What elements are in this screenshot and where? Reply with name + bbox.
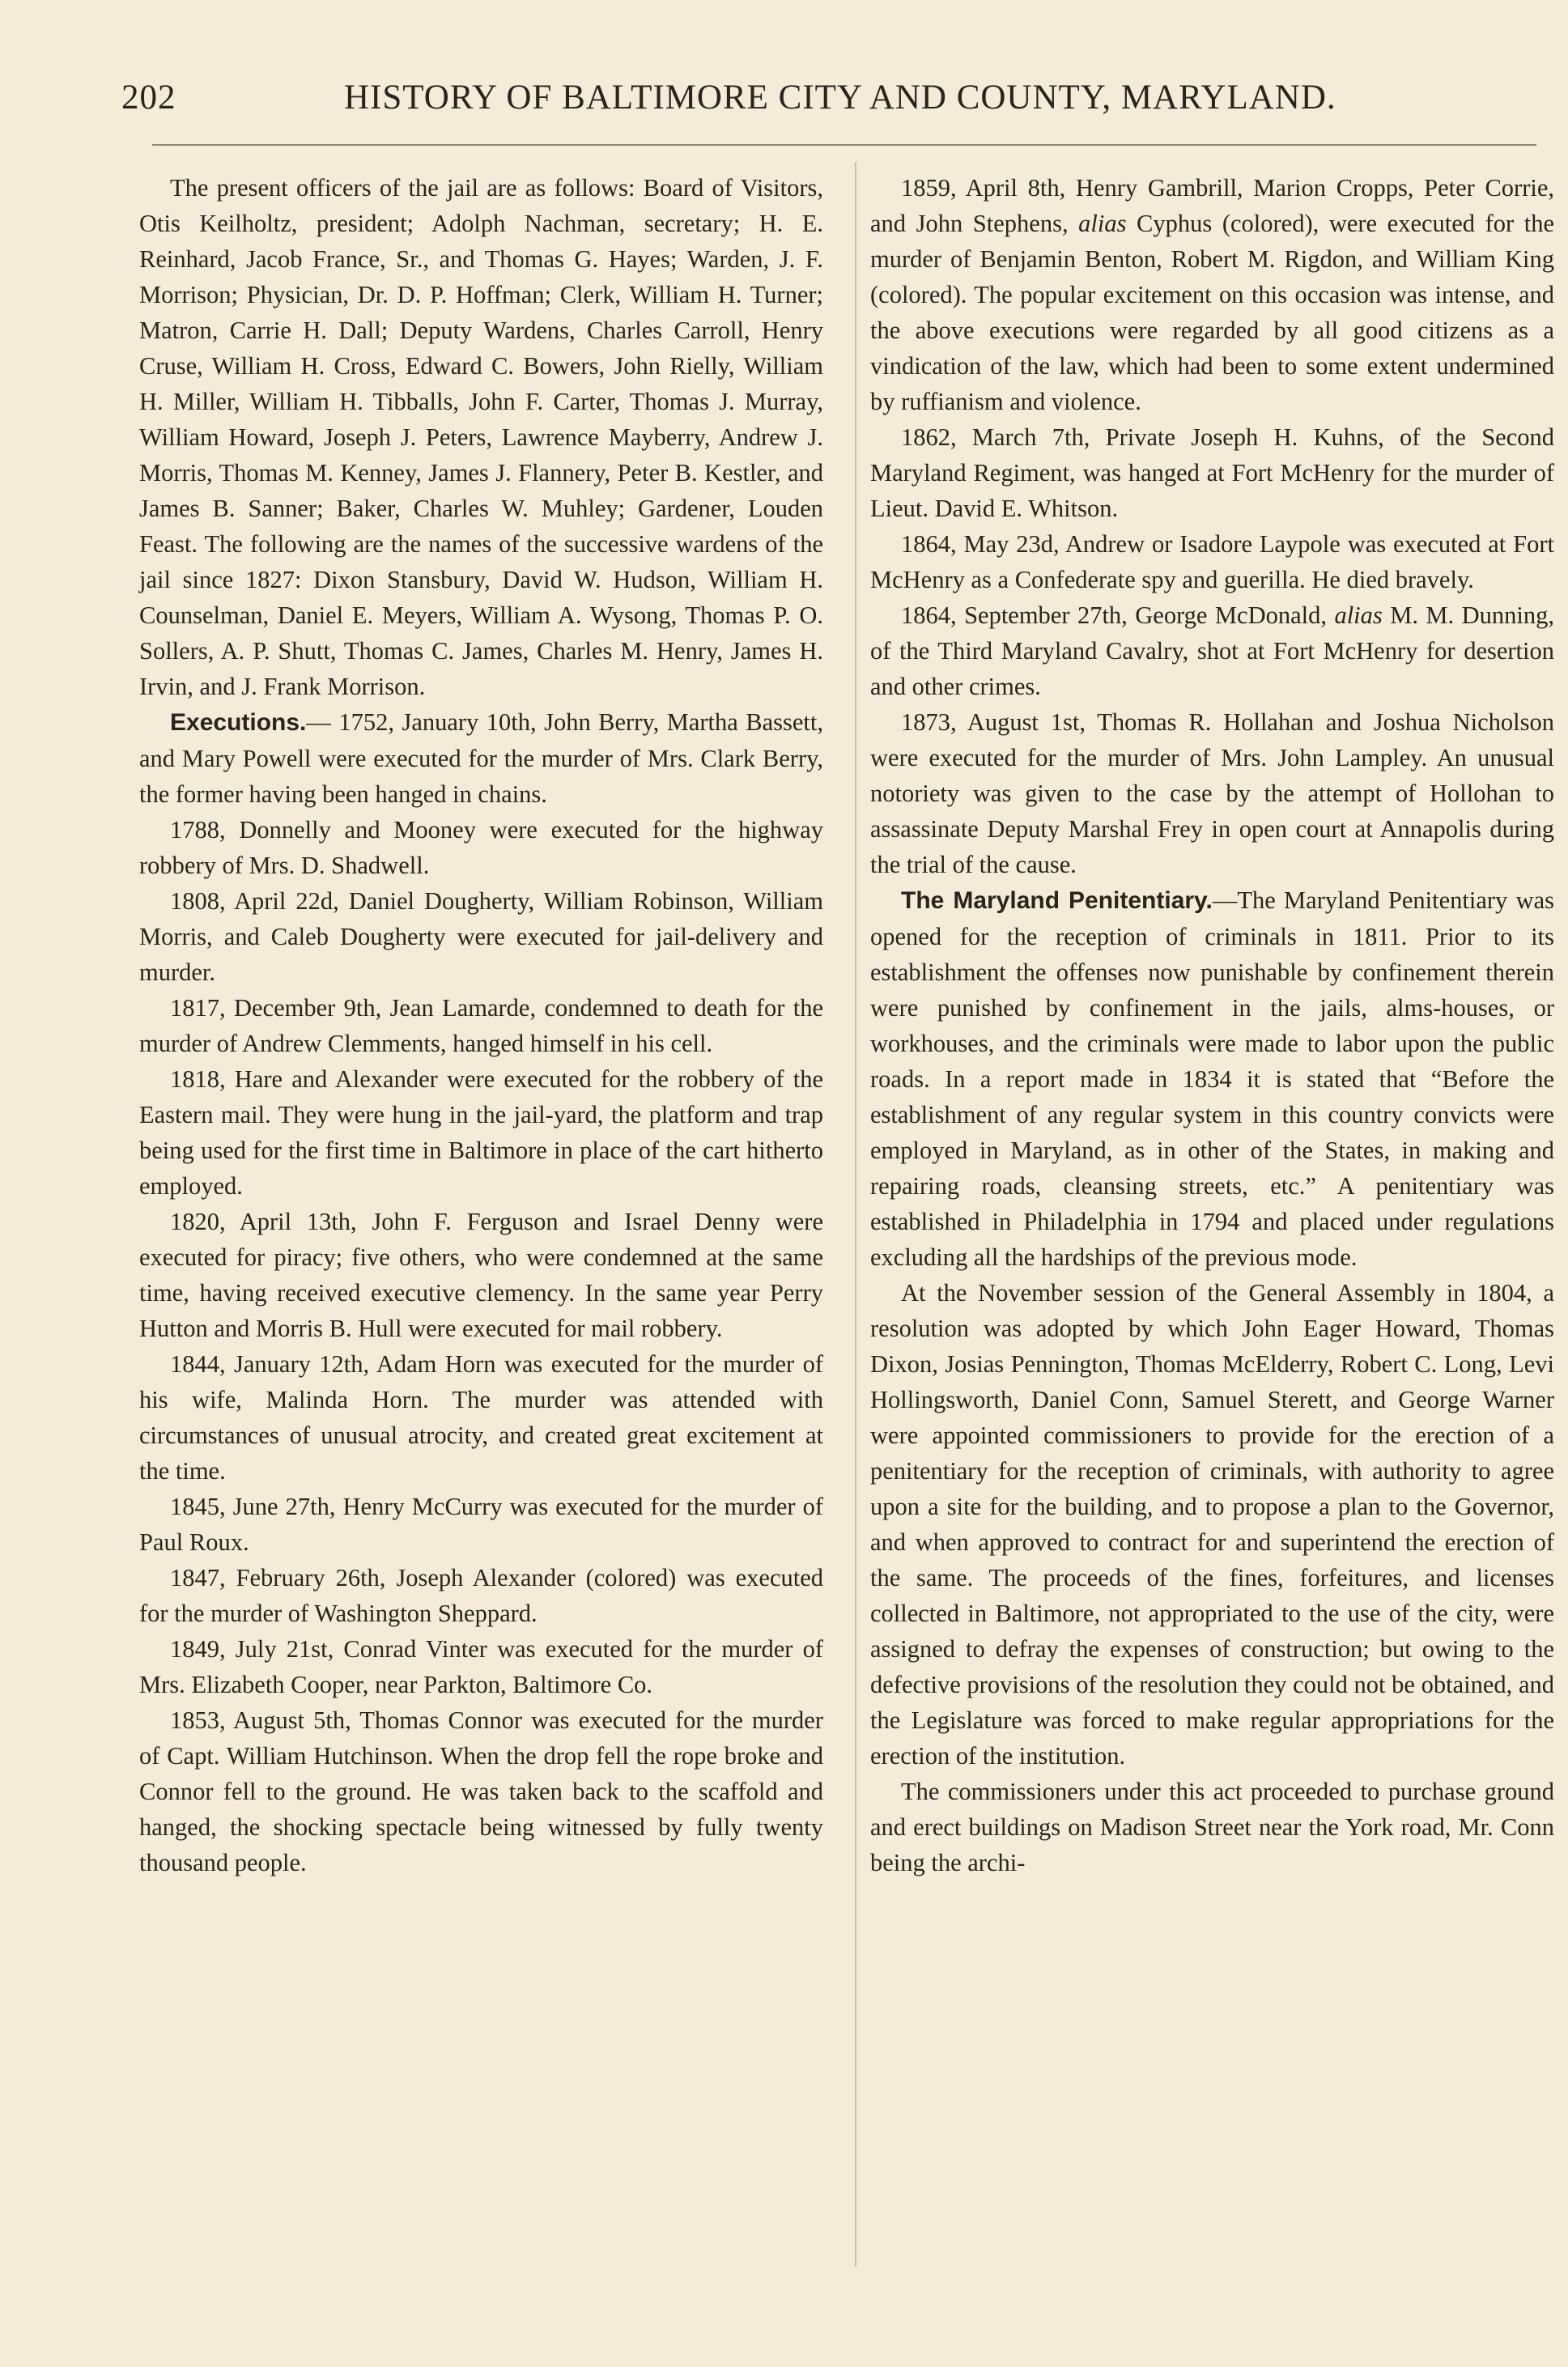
section-heading: The Maryland Penitentiary. xyxy=(901,887,1213,914)
left-column xyxy=(139,170,823,1880)
paragraph: 1864, May 23d, Andrew or Isadore Laypole was executed at Fort McHenry as a Confederate spy and guerilla. He died bravely. xyxy=(870,530,1554,593)
paragraph: 1788, Donnelly and Mooney were executed for the highway robbery of Mrs. D. Shadwell. xyxy=(139,816,823,879)
page-header xyxy=(121,78,1409,126)
paragraph-executions: Executions.— 1752, January 10th, John Berry, Martha Bassett, and Mary Powell were executed for the murder of Mrs. Clark Berry, the former having been hanged in chains. xyxy=(139,708,823,808)
paragraph: 1864, September 27th, George McDonald, alias M. M. Dunning, of the Third Maryland Cavalry, shot at Fort McHenry for desertion and other crimes. xyxy=(870,601,1554,700)
alias-italic: alias xyxy=(1078,210,1127,237)
paragraph: 1847, February 26th, Joseph Alexander (colored) was executed for the murder of Washington Sheppard. xyxy=(139,1564,823,1627)
paragraph: 1862, March 7th, Private Joseph H. Kuhns, of the Second Maryland Regiment, was hanged at Fort McHenry for the murder of Lieut. David E. Whitson. xyxy=(870,423,1554,522)
alias-italic: alias xyxy=(1334,601,1383,629)
page-number: 202 xyxy=(121,79,176,117)
paragraph: 1849, July 21st, Conrad Vinter was executed for the murder of Mrs. Elizabeth Cooper, near Parkton, Baltimore Co. xyxy=(139,1635,823,1698)
paragraph: 1873, August 1st, Thomas R. Hollahan and Joshua Nicholson were executed for the murder of Mrs. John Lampley. An unusual notoriety was given to the case by the attempt of Hollohan to assassinate Deputy Marshal Frey in open court at Annapolis during the trial of the cause. xyxy=(870,708,1554,878)
paragraph: 1820, April 13th, John F. Ferguson and Israel Denny were executed for piracy; five others, who were condemned at the same time, having received executive clemency. In the same year Perry Hutton and Morris B. Hull were executed for mail robbery. xyxy=(139,1208,823,1342)
right-column xyxy=(870,170,1554,1880)
paragraph: The commissioners under this act proceeded to purchase ground and erect buildings on Madison Street near the York road, Mr. Conn being the archi- xyxy=(870,1778,1554,1876)
paragraph-penitentiary: The Maryland Penitentiary.—The Maryland Penitentiary was opened for the reception of criminals in 1811. Prior to its establishment the offenses now punishable by confinement therein were punished by confinement in the jails, alms-houses, or workhouses, and the criminals were made to labor upon the public roads. In a report made in 1834 it is stated that “Before the establishment of any regular system in this country convicts were employed in Maryland, as in other of the States, in making and repairing roads, cleansing streets, etc.” A penitentiary was established in Philadelphia in 1794 and placed under regulations excluding all the hardships of the previous mode. xyxy=(870,886,1554,1271)
paragraph: 1844, January 12th, Adam Horn was executed for the murder of his wife, Malinda Horn. The murder was attended with circumstances of unusual atrocity, and created great excitement at the time. xyxy=(139,1350,823,1485)
paragraph: 1859, April 8th, Henry Gambrill, Marion Cropps, Peter Corrie, and John Stephens, alias Cyphus (colored), were executed for the murder of Benjamin Benton, Robert M. Rigdon, and William King (colored). The popular excitement on this occasion was intense, and the above executions were regarded by all good citizens as a vindication of the law, which had been to some extent undermined by ruffianism and violence. xyxy=(870,174,1555,415)
column-divider xyxy=(855,162,856,2267)
paragraph: The present officers of the jail are as follows: Board of Visitors, Otis Keilholtz, president; Adolph Nachman, secretary; H. E. Reinhard, Jacob France, Sr., and Thomas G. Hayes; Warden, J. F. Morrison; Physician, Dr. D. P. Hoffman; Clerk, William H. Turner; Matron, Carrie H. Dall; Deputy Wardens, Charles Carroll, Henry Cruse, William H. Cross, Edward C. Bowers, John Rielly, William H. Miller, William H. Tibballs, John F. Carter, Thomas J. Murray, William Howard, Joseph J. Peters, Lawrence Mayberry, Andrew J. Morris, Thomas M. Kenney, James J. Flannery, Peter B. Kestler, and James B. Sanner; Baker, Charles W. Muhley; Gardener, Louden Feast. The following are the names of the successive wardens of the jail since 1827: Dixon Stansbury, David W. Hudson, William H. Counselman, Daniel E. Meyers, William A. Wysong, Thomas P. O. Sollers, A. P. Shutt, Thomas C. James, Charles M. Henry, James H. Irvin, and J. Frank Morrison. xyxy=(139,174,823,700)
paragraph: 1853, August 5th, Thomas Connor was executed for the murder of Capt. William Hutchinson. When the drop fell the rope broke and Connor fell to the ground. He was taken back to the scaffold and hanged, the shocking spectacle being witnessed by fully twenty thousand people. xyxy=(139,1706,823,1876)
section-heading: Executions. xyxy=(170,709,307,736)
running-title: HISTORY OF BALTIMORE CITY AND COUNTY, MARYLAND. xyxy=(344,79,1336,117)
header-rule xyxy=(152,144,1536,146)
paragraph: 1818, Hare and Alexander were executed for the robbery of the Eastern mail. They were hung in the jail-yard, the platform and trap being used for the first time in Baltimore in place of the cart hitherto employed. xyxy=(139,1065,823,1200)
paragraph: 1808, April 22d, Daniel Dougherty, William Robinson, William Morris, and Caleb Dougherty were executed for jail-delivery and murder. xyxy=(139,887,823,986)
paragraph: At the November session of the General Assembly in 1804, a resolution was adopted by which John Eager Howard, Thomas Dixon, Josias Pennington, Thomas McElderry, Robert C. Long, Levi Hollingsworth, Daniel Conn, Samuel Sterett, and George Warner were appointed commissioners to provide for the erection of a penitentiary for the reception of criminals, with authority to agree upon a site for the building, and to propose a plan to the Governor, and when approved to contract for and superintend the erection of the same. The proceeds of the fines, forfeitures, and licenses collected in Baltimore, not appropriated to the use of the city, were assigned to defray the expenses of construction; but owing to the defective provisions of the resolution they could not be obtained, and the Legislature was forced to make regular appropriations for the erection of the institution. xyxy=(870,1279,1554,1770)
paragraph: 1845, June 27th, Henry McCurry was executed for the murder of Paul Roux. xyxy=(139,1493,823,1556)
paragraph: 1817, December 9th, Jean Lamarde, condemned to death for the murder of Andrew Clemments, hanged himself in his cell. xyxy=(139,994,823,1057)
